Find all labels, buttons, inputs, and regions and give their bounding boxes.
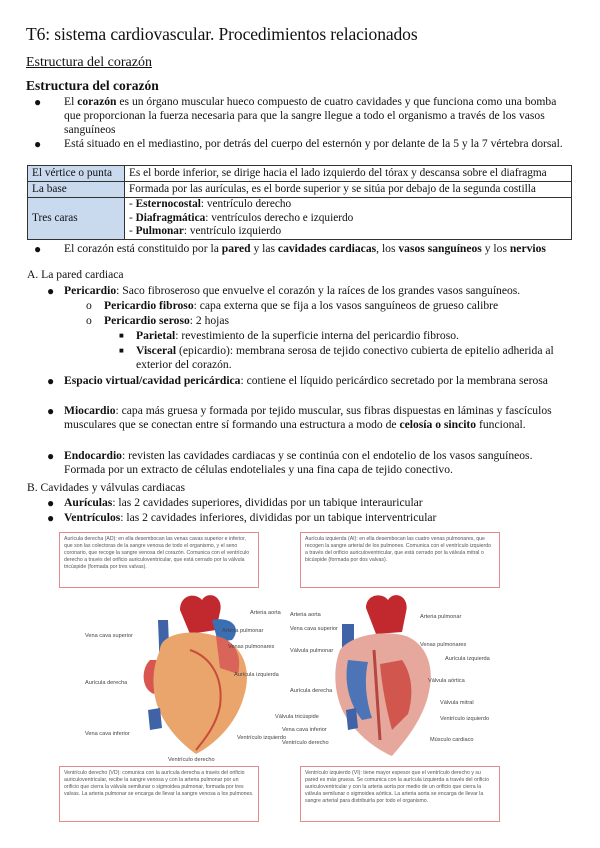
label-auricula-derecha: Aurícula derecha [85,680,128,686]
auriculas-item: Aurículas: las 2 cavidades superiores, divididas por un tabique interauricular [64,496,423,509]
label-venas-pulmonares: Venas pulmonares [228,644,275,650]
table-label: La base [28,182,125,198]
sub-bullet-icon: o [86,314,92,327]
table-label: El vértice o punta [28,166,125,182]
espacio-virtual-item: Espacio virtual/cavidad pericárdica: contiene el líquido pericárdico secretado por la membrana serosa [64,374,548,387]
sub-bullet-icon: o [86,299,92,312]
bullet-icon: ● [34,137,42,151]
page-title: T6: sistema cardiovascular. Procedimientos relacionados [26,24,418,44]
caption-box-auricula-izquierda: Aurícula izquierda (AI): en ella desembocan las cuatro venas pulmonares, que recogen la sangre arterial de los pulmones. Comunica con el ventrículo izquierdo a través del orificio auriculoventricular, que está cerrado por la válvula mitral o bicúspide (formada por dos valvas). [300,532,500,588]
constitution-paragraph: El corazón está constituido por la pared y las cavidades cardiacas, los vasos sanguíneos y los nervios [64,242,546,255]
bullet-icon: ● [47,511,55,525]
bullet-icon: ● [47,284,55,298]
bullet-icon: ● [34,242,42,256]
label-ventriculo-derecho: Ventrículo derecho [168,757,215,763]
label-arteria-aorta-2: Arteria aorta [290,612,321,618]
intro-paragraph-1: El corazón es un órgano muscular hueco compuesto de cuatro cavidades y que funciona como una bomba que proporcionan la fuerza necesaria para que la sangre llegue a todo el organismo a través de los vasos sanguíneos [64,95,557,136]
label-valvula-aortica: Válvula aórtica [428,678,465,684]
label-valvula-mitral: Válvula mitral [440,700,474,706]
caption-box-ventriculo-izquierdo: Ventrículo izquierdo (VI): tiene mayor espesor que el ventrículo derecho y su pared es más gruesa. Se comunica con la aurícula izquierda a través del orificio auriculoventricular y con la arteria aorta por medio de un orificio que cierra la válvula semilunar o sigmoidea aórtica. La arteria aorta se encarga de llevar la sangre arterial para distribuirla por todo el organismo. [300,766,500,822]
label-valvula-tricuspide: Válvula tricúspide [275,714,319,720]
intro-paragraph-2: Está situado en el mediastino, por detrás del cuerpo del esternón y por delante de la 5 y la 7 vértebra dorsal. [64,137,563,150]
bullet-icon: ● [34,95,42,109]
sub-sub-bullet-icon: ■ [119,331,124,340]
label-venas-pulmonares-2: Venas pulmonares [420,642,467,648]
label-arteria-pulmonar-2: Arteria pulmonar [420,614,462,620]
pericardio-seroso-item: Pericardio seroso: 2 hojas [104,314,230,327]
label-vena-cava-superior: Vena cava superior [85,633,133,639]
label-vena-cava-inferior-2: Vena cava inferior [282,727,327,733]
heart-borders-table [27,165,572,240]
part-a-heading: A. La pared cardiaca [27,268,124,281]
label-musculo-cardiaco: Músculo cardiaco [430,737,474,743]
caption-box-auricula-derecha: Aurícula derecha (AD): en ella desembocan las venas cavas superior e inferior, que son las colectoras de la sangre venosa de todo el organismo, y el seno coronario, que recoge la sangre venosa del corazón. Comunica con el ventrículo derecho a través del orificio auriculoventricular, que está cerrado por la válvula tricúspide (formada por tres valvas). [59,532,259,588]
bullet-icon: ● [47,404,55,418]
label-vena-cava-inferior: Vena cava inferior [85,731,130,737]
bullet-icon: ● [47,374,55,388]
table-cell: Formada por las aurículas, es el borde superior y se sitúa por debajo de la segunda costilla [125,182,572,198]
pericardio-item: Pericardio: Saco fibroseroso que envuelve el corazón y la raíces de los grandes vasos sanguíneos. [64,284,521,297]
bullet-icon: ● [47,496,55,510]
ventriculos-item: Ventrículos: las 2 cavidades inferiores, divididas por un tabique interventricular [64,511,437,524]
table-cell: - Esternocostal: ventrículo derecho - Diafragmática: ventrículos derecho e izquierdo - Pulmonar: ventrículo izquierdo [125,198,572,240]
section-heading: Estructura del corazón [26,55,152,70]
miocardio-item: Miocardio: capa más gruesa y formada por tejido muscular, sus fibras dispuestas en láminas y fascículos musculares que se conectan entre sí formando una estructura a modo de celosía o sincito funcional. [64,404,552,431]
caption-box-ventriculo-derecho: Ventrículo derecho (VD): comunica con la aurícula derecha a través del orificio auriculoventricular, recibe la sangre venosa y con la arteria pulmonar por un orificio que cierra la válvula semilunar o sigmoidea pulmonar, formada por tres valvas. La arteria pulmonar se encarga de llevar la sangre venosa a los pulmones. [59,766,259,822]
sub-sub-bullet-icon: ■ [119,346,124,355]
part-b-heading: B. Cavidades y válvulas cardiacas [27,481,186,494]
subsection-heading: Estructura del corazón [26,78,159,93]
pericardio-fibroso-item: Pericardio fibroso: capa externa que se fija a los vasos sanguíneos de grueso calibre [104,299,499,312]
table-label: Tres caras [28,198,125,240]
label-ventriculo-izquierdo: Ventrículo izquierdo [237,735,287,741]
endocardio-item: Endocardio: revisten las cavidades cardiacas y se continúa con el endotelio de los vasos sanguíneos. Formada por un extracto de células endoteliales y una fina capa de tejido conectivo. [64,449,533,476]
label-arteria-pulmonar: Arteria pulmonar [222,628,264,634]
label-ventriculo-derecho-2: Ventrículo derecho [282,740,329,746]
label-valvula-pulmonar: Válvula pulmonar [290,648,334,654]
visceral-item: Visceral (epicardio): membrana serosa de tejido conectivo cubierta de epitelio adherida al exterior del corazón. [136,344,554,371]
label-auricula-izquierda-2: Aurícula izquierda [445,656,490,662]
label-auricula-izquierda: Aurícula izquierda [234,672,279,678]
label-arteria-aorta: Arteria aorta [250,610,281,616]
parietal-item: Parietal: revestimiento de la superficie interna del pericardio fibroso. [136,329,459,342]
label-vena-cava-superior-2: Vena cava superior [290,626,338,632]
label-ventriculo-izquierdo-2: Ventrículo izquierdo [440,716,490,722]
table-cell: Es el borde inferior, se dirige hacia el lado izquierdo del tórax y descansa sobre el diafragma [125,166,572,182]
bullet-icon: ● [47,449,55,463]
label-auricula-derecha-2: Aurícula derecha [290,688,333,694]
